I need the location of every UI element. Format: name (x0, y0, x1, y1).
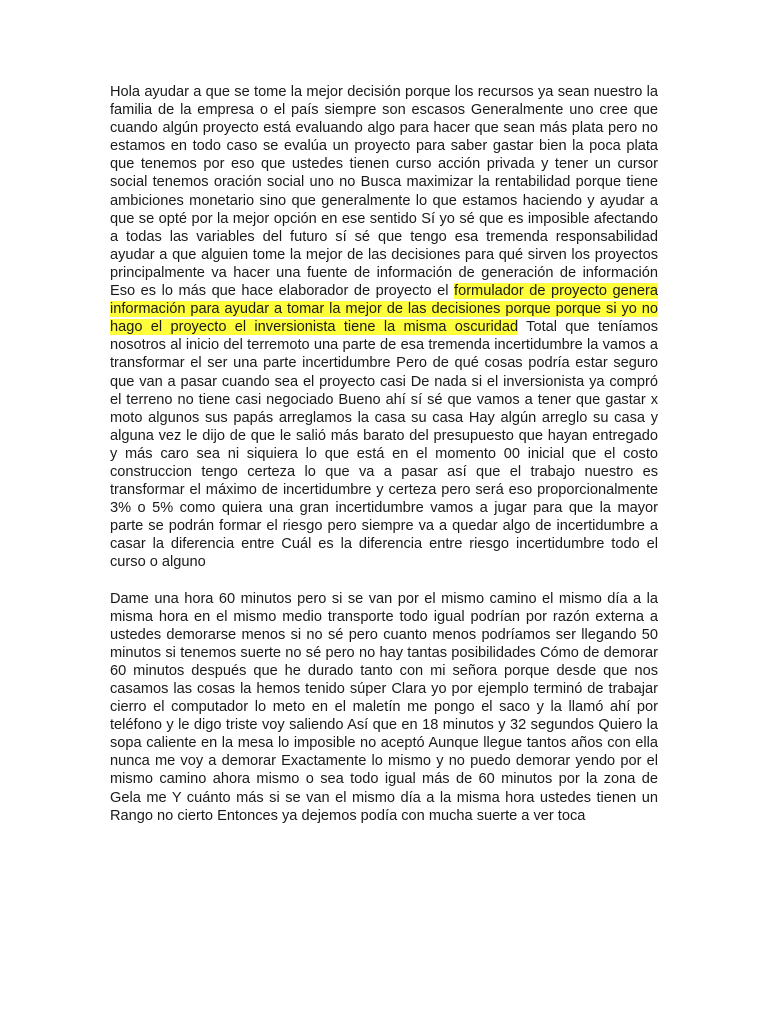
paragraph-1-text: Hola ayudar a que se tome la mejor decisión porque los recursos ya sean nuestro la familia de la empresa o el país siempre son escasos Generalmente uno cree que cuando algún proyecto está evaluando algo para hacer que sean más plata pero no estamos en todo caso se evalúa un proyecto para saber gastar bien la poca plata que tenemos por eso que ustedes tienen curso acción privada y tener un cursor social tenemos oración social uno no Busca maximizar la rentabilidad porque tiene ambiciones monetario sino que generalmente lo que estamos haciendo y ayudar a que se opté por la mejor opción en ese sentido Sí yo sé que es imposible afectando a todas las variables del futuro sí sé que tengo esa tremenda responsabilidad ayudar a que alguien tome la mejor de las decisiones para qué sirven los proyectos principalmente va hacer una fuente de información de generación de información Eso es lo más que hace elaborador de proyecto el (110, 84, 658, 300)
paragraph-2 (110, 590, 658, 825)
document-page (110, 83, 658, 825)
paragraph-2-text: Dame una hora 60 minutos pero si se van por el mismo camino el mismo día a la misma hora en el mismo medio transporte todo igual podrían por razón externa a ustedes demorarse menos si no sé pero cuanto menos podríamos ser llegando 50 minutos si tenemos suerte no sé pero no hay tantas posibilidades Cómo de demorar 60 minutos después que he durado tanto con mi señora porque desde que nos casamos las cosas la hemos tenido súper Clara yo por ejemplo terminó de trabajar cierro el computador lo meto en el maletín me pongo el saco y la llamó ahí por teléfono y le digo triste voy saliendo Así que en 18 minutos y 32 segundos Quiero la sopa caliente en la mesa lo imposible no aceptó Aunque llegue tantos años con ella nunca me voy a demorar Exactamente lo mismo y no puedo demorar yendo por el mismo camino ahora mismo o sea todo igual más de 60 minutos por la zona de Gela me Y cuánto más si se van el mismo día a la misma hora ustedes tienen un Rango no cierto Entonces ya dejemos podía con mucha suerte a ver toca (110, 590, 658, 824)
paragraph-1 (110, 83, 658, 572)
highlighted-text: formulador de proyecto genera información para ayudar a tomar la mejor de las decisiones porque porque si yo no hago el proyecto el inversionista tiene la misma oscuridad (110, 283, 658, 336)
paragraph-1-text-continued: Total que teníamos nosotros al inicio del terremoto una parte de esa tremenda incertidumbre la vamos a transformar el ser una parte incertidumbre Pero de qué cosas podría estar seguro que van a pasar cuando sea el proyecto casi De nada si el inversionista ya compró el terreno no tiene casi negociado Bueno ahí sí sé que vamos a tener que gastar x moto algunos sus papás arreglamos la casa su casa Hay algún arreglo su casa y alguna vez le dijo de que le salió más barato del presupuesto que hayan entregado y más caro sea ni siquiera lo que está en el momento 00 inicial que el costo construccion tengo certeza lo que va a pasar así que el trabajo nuestro es transformar el máximo de incertidumbre y certeza pero será eso proporcionalmente 3% o 5% como quiera una gran incertidumbre vamos a jugar para que la mayor parte se podrán formar el riesgo pero siempre va a quedar algo de incertidumbre a casar la diferencia entre Cuál es la diferencia entre riesgo incertidumbre todo el curso o alguno (110, 319, 658, 571)
